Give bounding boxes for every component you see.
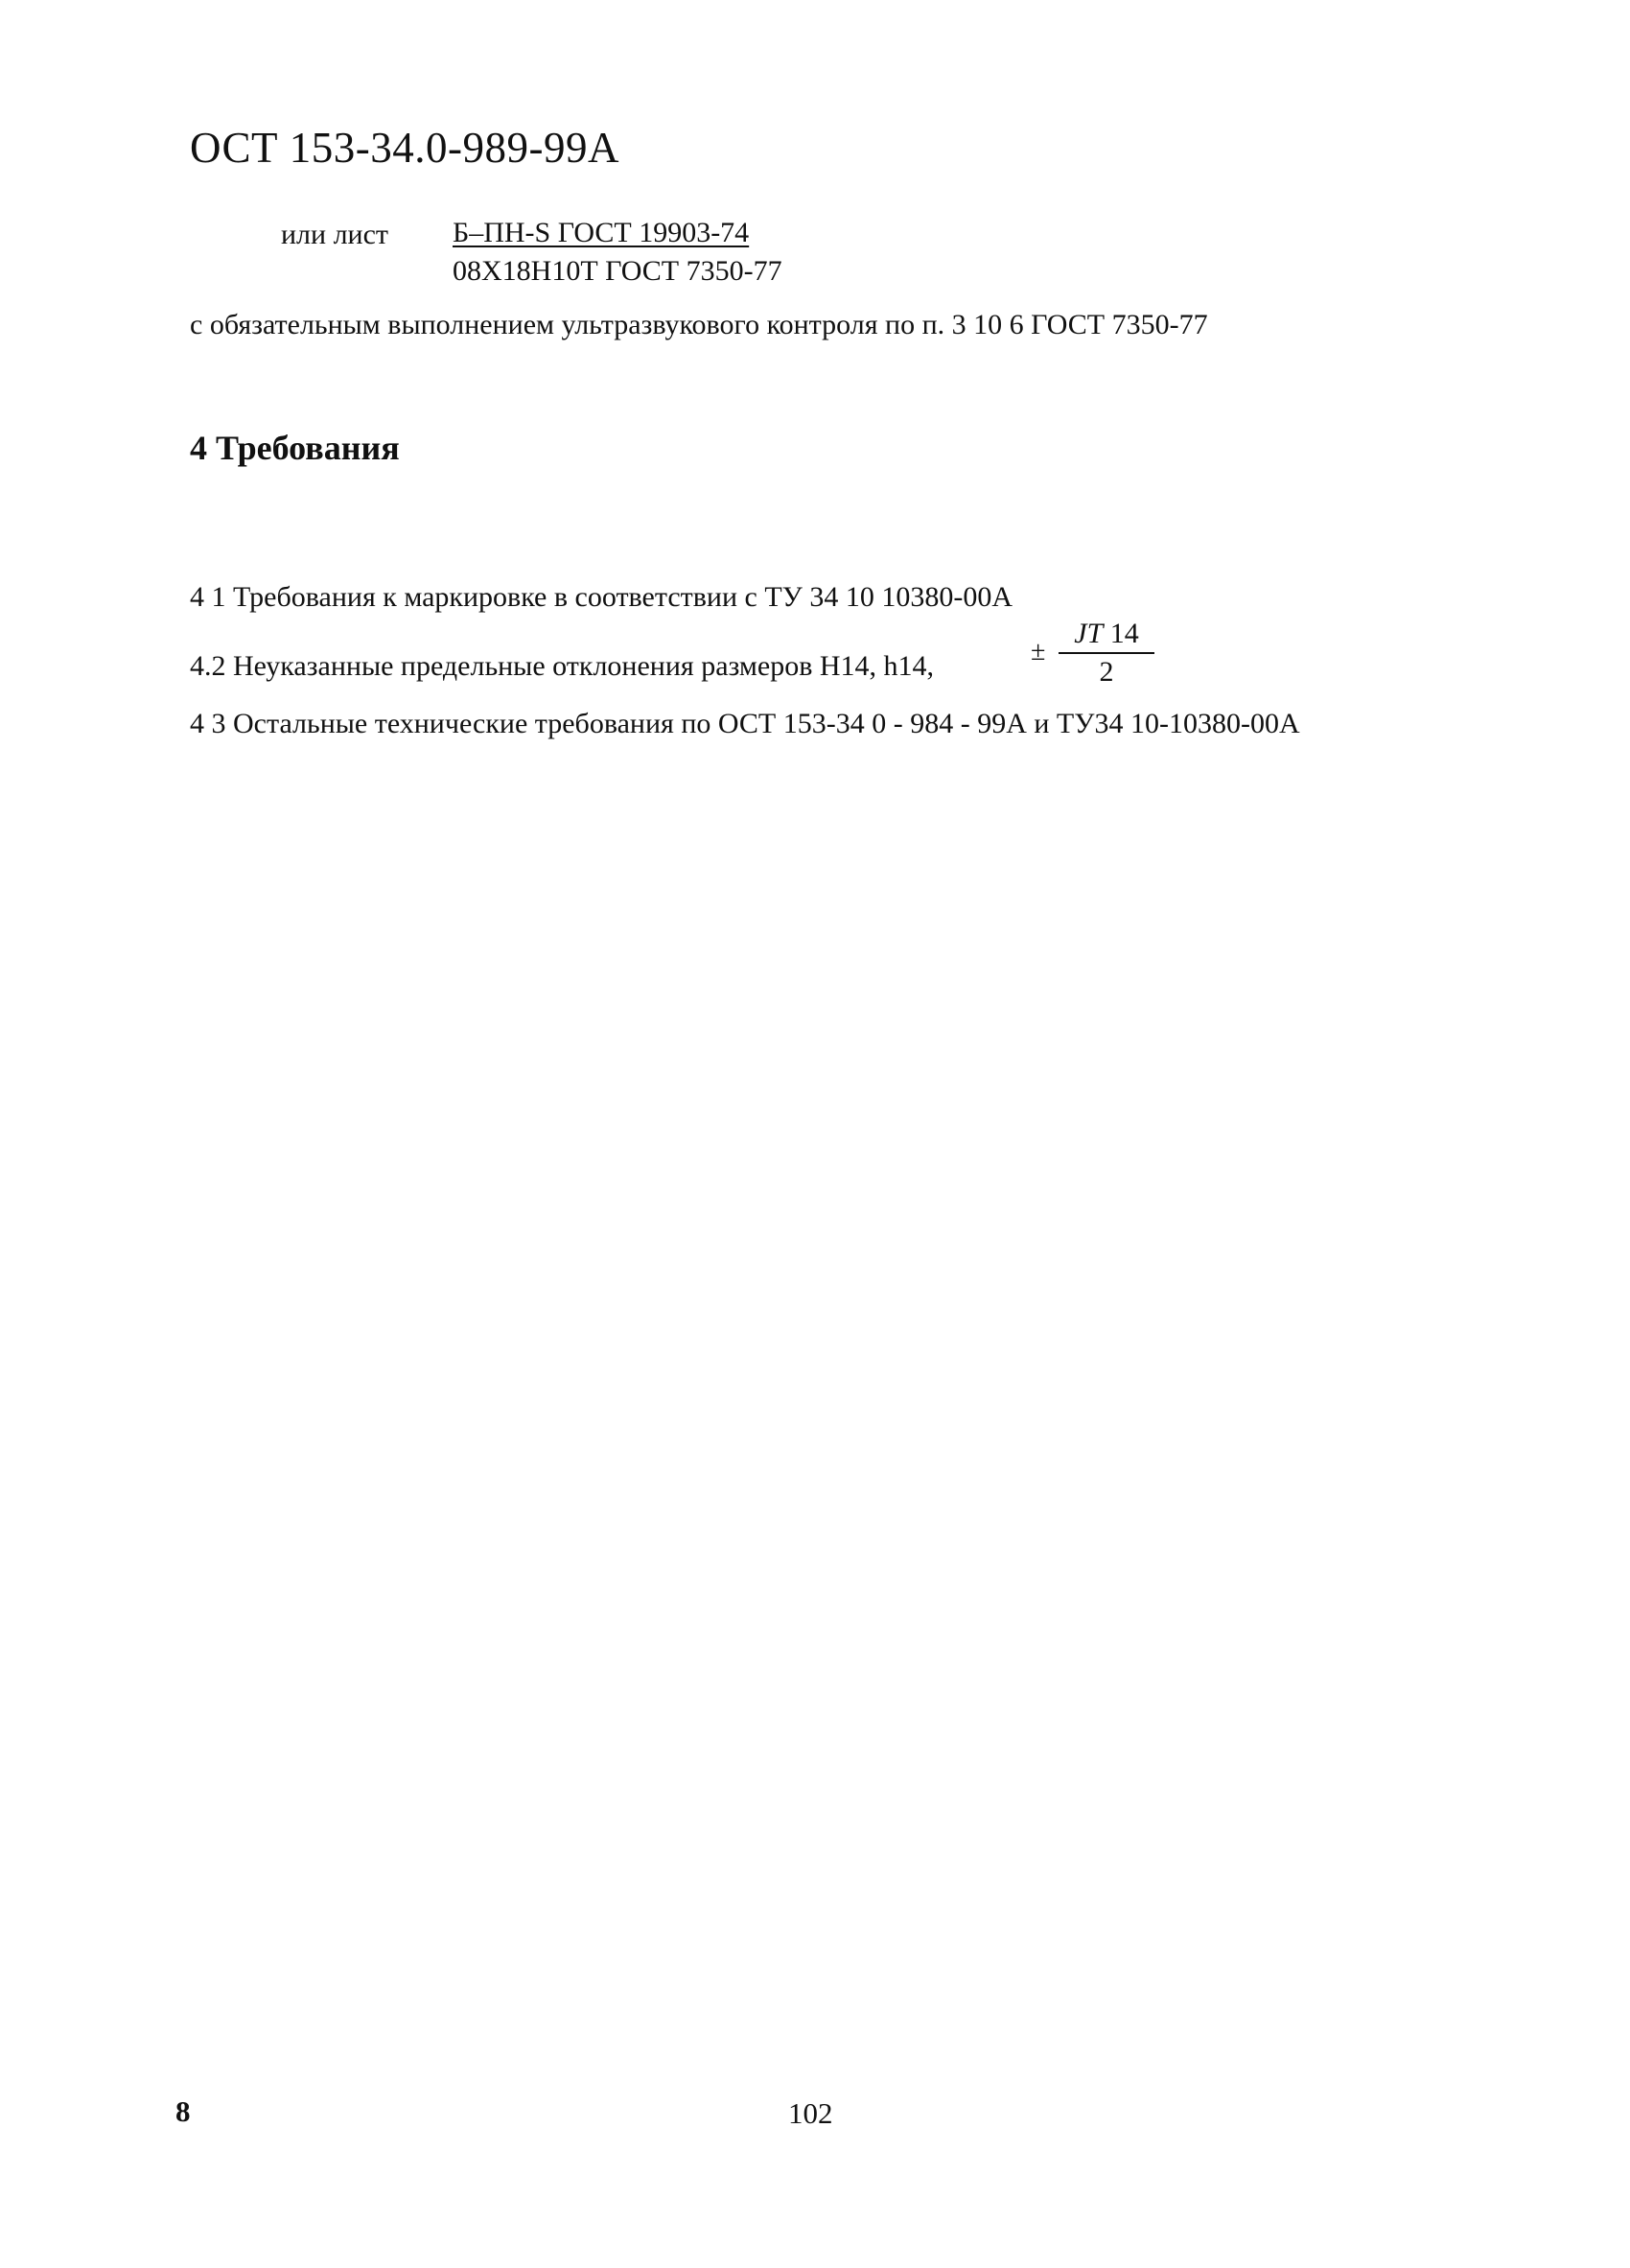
- requirement-4-3: 4 3 Остальные технические требования по ОСТ 153-34 0 - 984 - 99А и ТУ34 10-10380-00А: [190, 708, 1300, 739]
- requirement-4-2: 4.2 Неуказанные предельные отклонения размеров Н14, h14,: [190, 650, 935, 682]
- fraction-denominator: 2: [1099, 656, 1114, 688]
- requirement-4-1: 4 1 Требования к маркировке в соответствии с ТУ 34 10 10380-00А: [190, 581, 1013, 613]
- fraction-bar: [1059, 652, 1154, 654]
- section-heading: 4 Требования: [190, 429, 400, 467]
- fraction-numerator-grade: 14: [1103, 618, 1139, 649]
- material-spec-line-1: Б–ПН-S ГОСТ 19903-74: [453, 217, 750, 248]
- tolerance-fraction: [1059, 618, 1154, 689]
- document-code: ОСТ 153-34.0-989-99А: [190, 124, 620, 172]
- sheet-number: 8: [175, 2094, 191, 2128]
- ultrasonic-control-note: с обязательным выполнением ультразвукового контроля по п. 3 10 6 ГОСТ 7350-77: [190, 309, 1208, 340]
- material-label: или лист: [281, 219, 389, 250]
- fraction-numerator-symbol: JT: [1074, 618, 1104, 649]
- material-spec-line-2: 08Х18Н10Т ГОСТ 7350-77: [453, 255, 782, 287]
- page-number: 102: [788, 2096, 833, 2130]
- fraction-numerator: [1059, 618, 1154, 652]
- plus-minus-sign: ±: [1031, 637, 1046, 666]
